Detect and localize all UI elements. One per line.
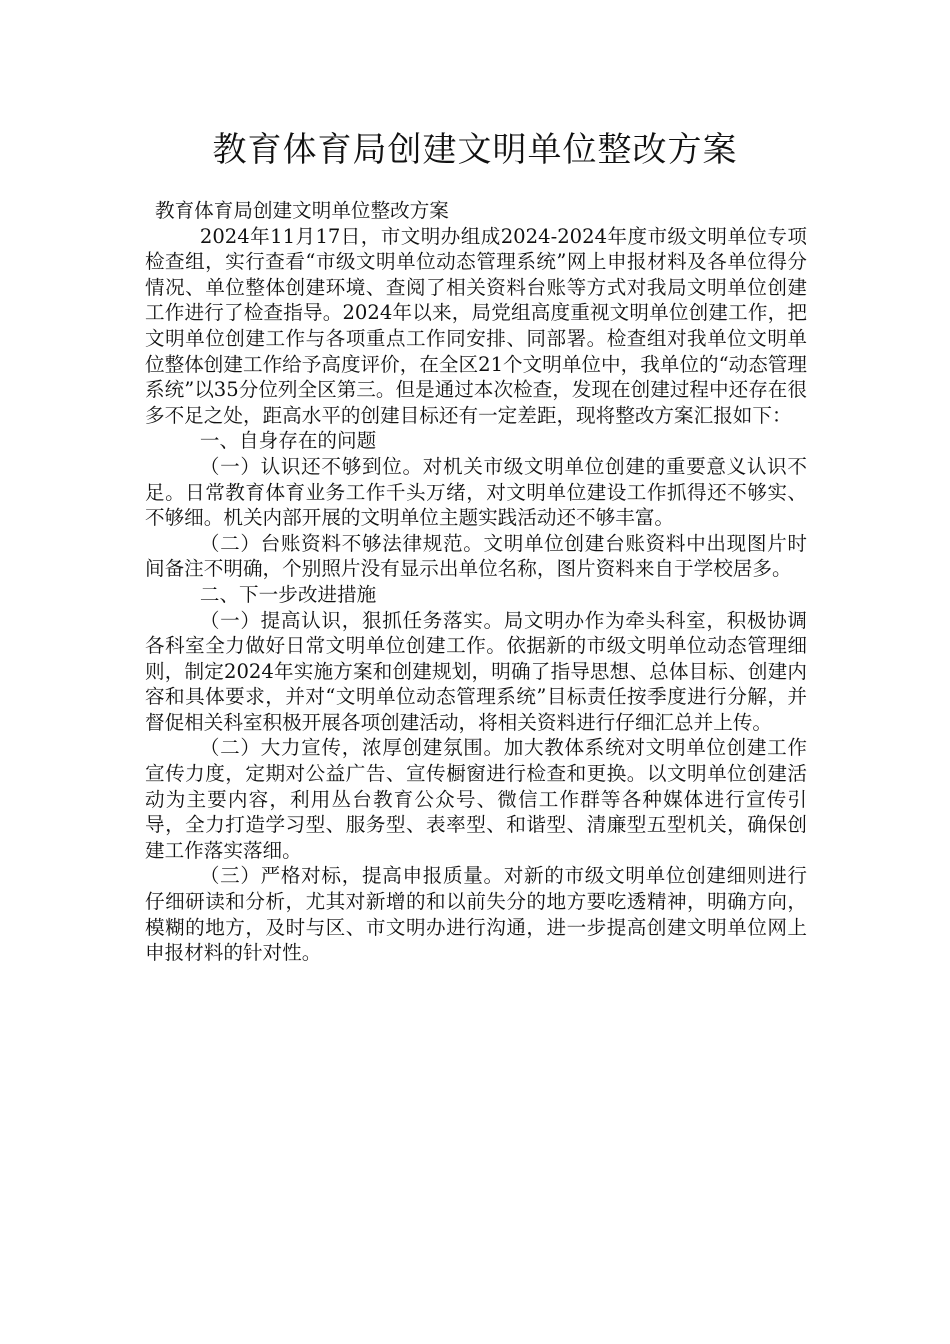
section-heading-measures: 二、下一步改进措施: [199, 582, 377, 606]
document-body: [145, 198, 807, 966]
document-title: 教育体育局创建文明单位整改方案: [212, 130, 738, 170]
measure-paragraph-1: （一）提高认识，狠抓任务落实。局文明办作为牵头科室，积极协调各科室全力做好日常文明单位创建工作。依据新的市级文明单位动态管理细则，制定2024年实施方案和创建规划，明确了指导思想、总体目标、创建内容和具体要求，并对“文明单位动态管理系统”目标责任按季度进行分解，并督促相关科室积极开展各项创建活动，将相关资料进行仔细汇总并上传。: [145, 608, 807, 734]
problem-paragraph-2: （二）台账资料不够法律规范。文明单位创建台账资料中出现图片时间备注不明确，个别照片没有显示出单位名称，图片资料来自于学校居多。: [145, 531, 807, 581]
measure-paragraph-2: （二）大力宣传，浓厚创建氛围。加大教体系统对文明单位创建工作宣传力度，定期对公益广告、宣传橱窗进行检查和更换。以文明单位创建活动为主要内容，利用丛台教育公众号、微信工作群等各种媒体进行宣传引导，全力打造学习型、服务型、表率型、和谐型、清廉型五型机关，确保创建工作落实落细。: [145, 736, 807, 862]
intro-paragraph: 2024年11月17日，市文明办组成2024-2024年度市级文明单位专项检查组，实行查看“市级文明单位动态管理系统”网上申报材料及各单位得分情况、单位整体创建环境、查阅了相关资料台账等方式对我局文明单位创建工作进行了检查指导。2024年以来，局党组高度重视文明单位创建工作，把文明单位创建工作与各项重点工作同安排、同部署。检查组对我单位文明单位整体创建工作给予高度评价，在全区21个文明单位中，我单位的“动态管理系统”以35分位列全区第三。但是通过本次检查，发现在创建过程中还存在很多不足之处，距高水平的创建目标还有一定差距，现将整改方案汇报如下：: [145, 224, 807, 427]
measure-paragraph-3: （三）严格对标，提高申报质量。对新的市级文明单位创建细则进行仔细研读和分析，尤其对新增的和以前失分的地方要吃透精神，明确方向，模糊的地方，及时与区、市文明办进行沟通，进一步提高创建文明单位网上申报材料的针对性。: [145, 864, 807, 965]
problem-paragraph-1: （一）认识还不够到位。对机关市级文明单位创建的重要意义认识不足。日常教育体育业务工作千头万绪，对文明单位建设工作抓得还不够实、不够细。机关内部开展的文明单位主题实践活动还不够丰富。: [145, 454, 807, 530]
section-heading-problems: 一、自身存在的问题: [199, 429, 377, 453]
document-subtitle: 教育体育局创建文明单位整改方案: [155, 199, 449, 222]
